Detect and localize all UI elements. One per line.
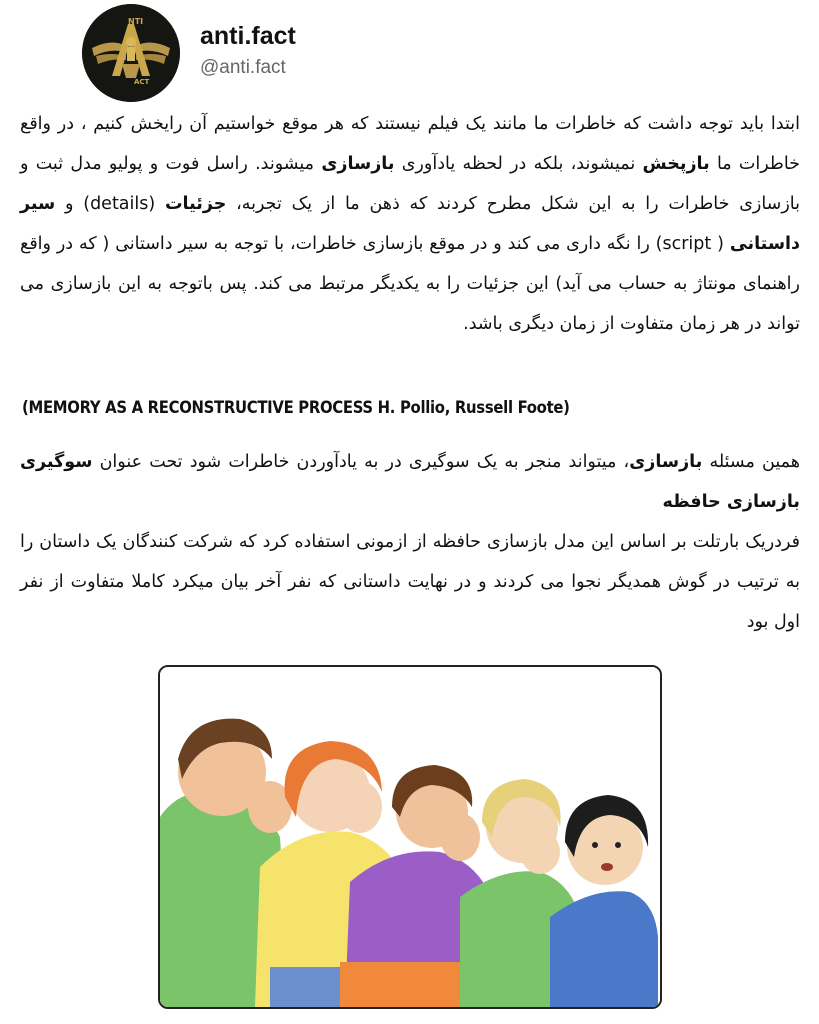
anti-fact-logo-icon bbox=[82, 4, 180, 102]
paragraph-3: فردریک بارتلت بر اساس این مدل بازسازی حافظه از ازمونی استفاده کرد که شرکت کنندگان یک داستان را به ترتیب در گوش همدیگر نجوا می کردند و در نهایت داستانی که نفر آخر بیان میکرد کاملا متفاوت از نفر اول بود bbox=[20, 532, 800, 632]
display-name[interactable]: anti.fact bbox=[200, 22, 296, 50]
username[interactable]: @anti.fact bbox=[200, 57, 286, 78]
bold-term: بازسازی bbox=[629, 452, 703, 472]
avatar[interactable] bbox=[82, 4, 180, 102]
text-segment: ابتدا باید توجه داشت که خاطرات ما مانند یک فیلم نیستند که هر موقع خواستیم آن رایخش کنیم ، در واقع خاطرات ما bbox=[20, 114, 801, 174]
bold-term: سیر داستانی bbox=[20, 194, 801, 254]
children-whispering-illustration bbox=[160, 667, 660, 1007]
post-body-paragraph-1 bbox=[20, 104, 800, 344]
text-segment: ، میتواند منجر به یک سوگیری در به یادآوردن خاطرات شود تحت عنوان bbox=[92, 452, 630, 472]
bold-term: سوگیری بازسازی حافظه bbox=[20, 452, 800, 512]
bold-term: بازپخش bbox=[642, 154, 710, 174]
paragraph-2 bbox=[20, 442, 800, 522]
author-block bbox=[200, 22, 296, 79]
bold-term: بازسازی bbox=[321, 154, 395, 174]
bold-term: جزئیات bbox=[164, 194, 227, 214]
text-segment: میشوند. راسل فوت و پولیو مدل ثبت و بازسازی خاطرات را به این شکل مطرح کردند که ذهن ما از یک تجربه، bbox=[20, 154, 800, 214]
paragraph-1 bbox=[20, 104, 800, 344]
text-segment: ( script) را نگه داری می کند و در موقع بازسازی خاطرات، با توجه به سیر داستانی ( که در واقع راهنمای مونتاژ به حساب می آید) این جزئیات را به یکدیگر مرتبط می کند. پس باتوجه به این بازسازی می تواند در هر زمان متفاوت از زمان دیگری باشد. bbox=[20, 234, 800, 334]
citation: (MEMORY AS A RECONSTRUCTIVE PROCESS H. Pollio, Russell Foote) bbox=[22, 398, 570, 417]
text-segment: نمیشوند، بلکه در لحظه یادآوری bbox=[394, 154, 643, 174]
post-header bbox=[82, 4, 782, 102]
svg-text:ACT: ACT bbox=[134, 78, 150, 86]
svg-text:NTI: NTI bbox=[128, 17, 144, 26]
text-segment: (details) و bbox=[55, 194, 165, 214]
post-body-paragraph-2 bbox=[20, 442, 800, 642]
text-segment: همین مسئله bbox=[702, 452, 801, 472]
post-image[interactable] bbox=[158, 665, 662, 1009]
